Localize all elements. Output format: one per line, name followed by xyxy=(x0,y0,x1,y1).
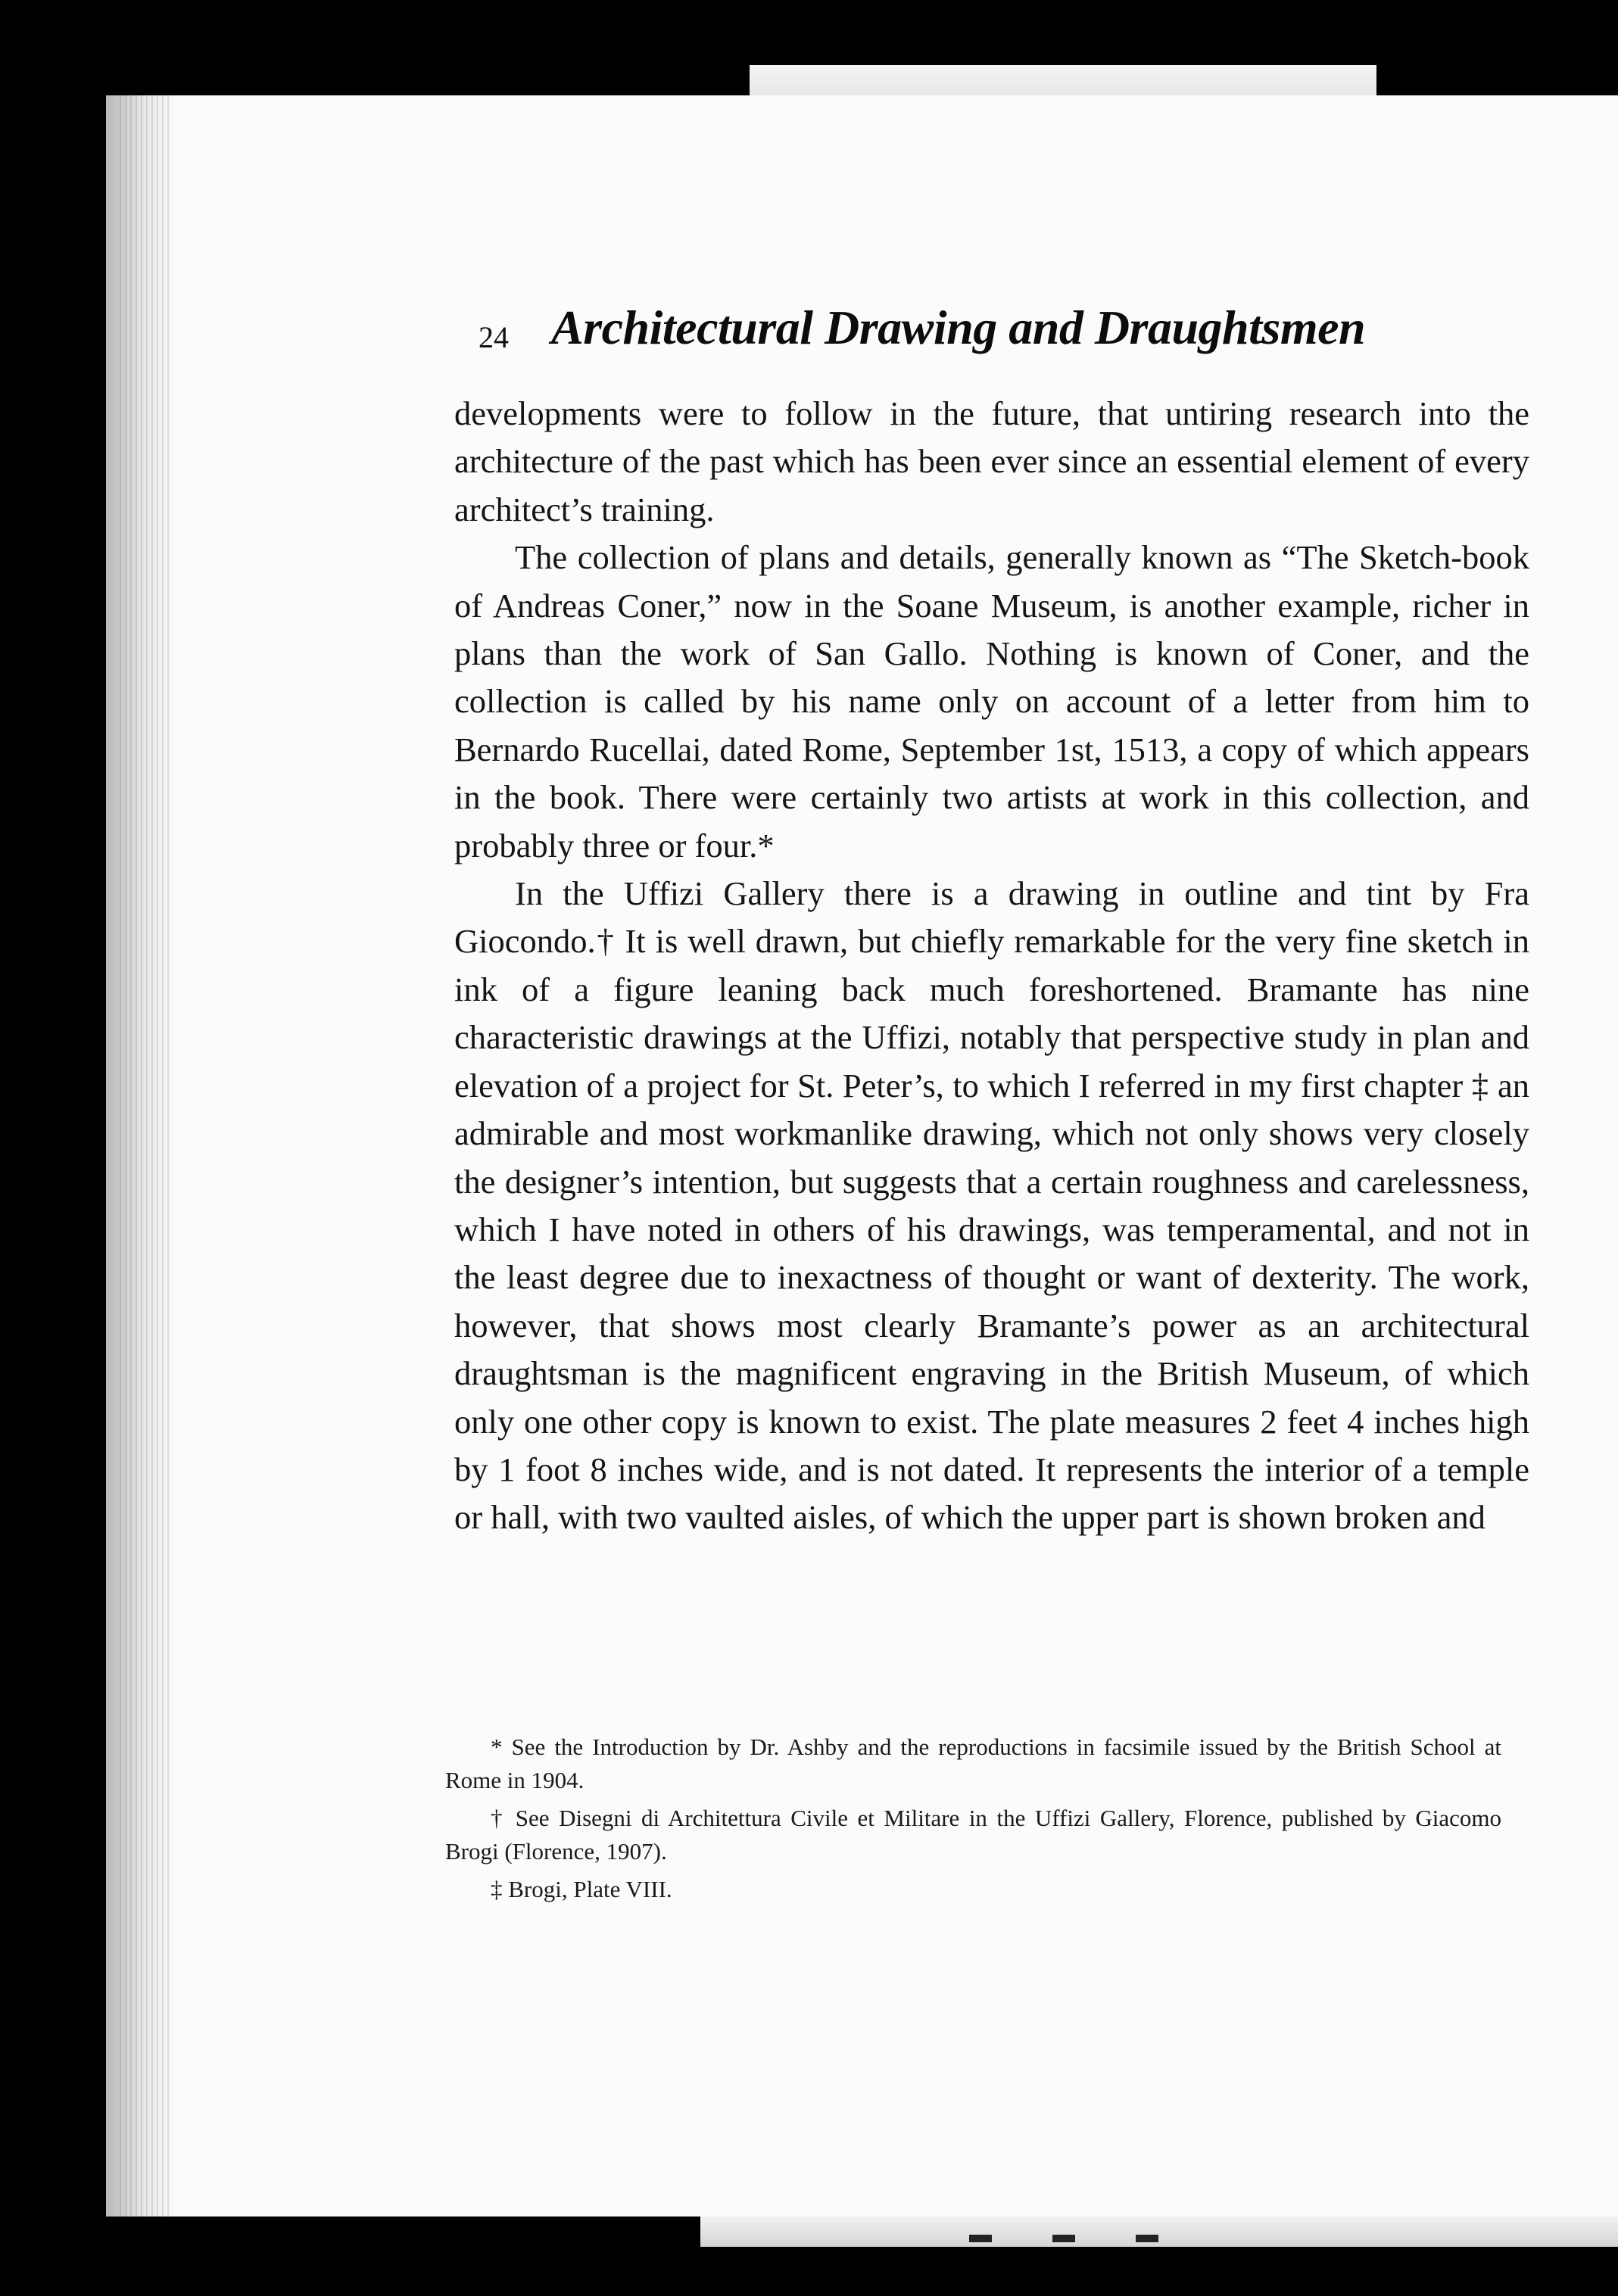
adjacent-leaf-bottom xyxy=(700,2217,1618,2247)
page-header xyxy=(479,300,1486,368)
paragraph: In the Uffizi Gallery there is a drawing in outline and tint by Fra Giocondo.† It is well drawn, but chiefly remarkable for the very fine sketch in ink of a figure leaning back much foreshortened. Bramante has nine characteristic drawings at the Uffizi, notably that perspective study in plan and elevation of a project for St. Peter’s, to which I referred in my first chapter ‡ an admirable and most workmanlike drawing, which not only shows very closely the designer’s intention, but suggests that a certain roughness and carelessness, which I have noted in others of his drawings, was temperamental, and not in the least degree due to inexactness of thought or want of dexterity. The work, however, that shows most clearly Bramante’s power as an architectural draughtsman is the magnificent engraving in the British Museum, of which only one other copy is known to exist. The plate measures 2 feet 4 inches high by 1 foot 8 inches wide, and is not dated. It represents the interior of a temple or hall, with two vaulted aisles, of which the upper part is shown broken and xyxy=(454,874,1529,1537)
body-text xyxy=(454,390,1529,1542)
footnotes xyxy=(445,1731,1501,1911)
paragraph: The collection of plans and details, generally known as “The Sketch-book of Andreas Coner,” now in the Soane Museum, is another example, richer in plans than the work of San Gallo. Nothing is known of Coner, and the collection is called by his name only on account of a letter from him to Bernardo Rucellai, dated Rome, September 1st, 1513, a copy of which appears in the book. There were certainly two artists at work in this collection, and probably three or four.* xyxy=(454,538,1529,865)
paragraph: developments were to follow in the future, that untiring research into the architecture of the past which has been ever since an essential element of every architect’s training. xyxy=(454,394,1529,528)
page-number: 24 xyxy=(479,320,509,354)
running-title: Architectural Drawing and Draughtsmen xyxy=(551,301,1366,354)
footnote: † See Disegni di Architettura Civile et Militare in the Uffizi Gallery, Florence, published by Giacomo Brogi (Florence, 1907). xyxy=(445,1805,1501,1865)
page-edge-lines xyxy=(120,95,173,2217)
scan-marks xyxy=(969,2235,1166,2242)
footnote: * See the Introduction by Dr. Ashby and the reproductions in facsimile issued by the British School at Rome in 1904. xyxy=(445,1734,1501,1793)
footnote: ‡ Brogi, Plate VIII. xyxy=(491,1876,672,1902)
